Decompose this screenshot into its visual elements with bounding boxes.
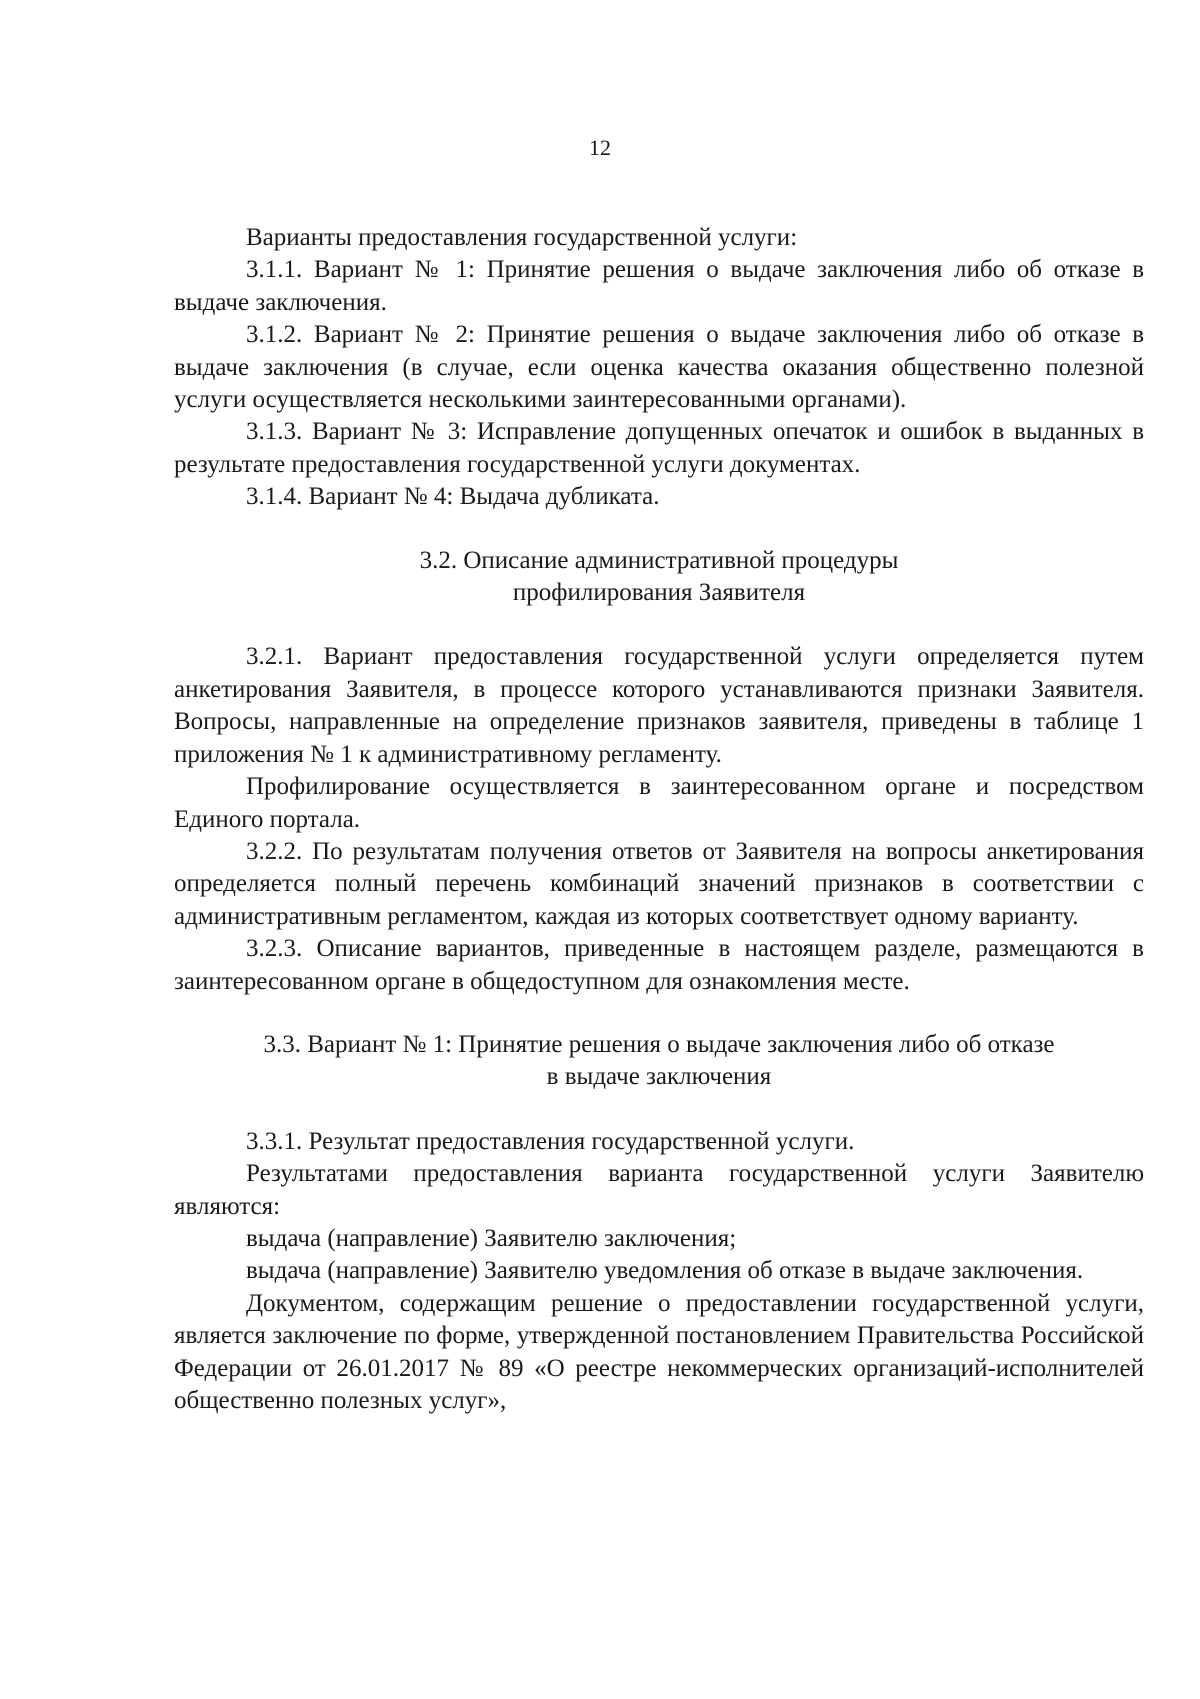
paragraph-3-1-3: 3.1.3. Вариант № 3: Исправление допущенных опечаток и ошибок в выданных в результате предоставления государственной услуги документах. <box>174 418 1144 478</box>
section-heading-line: в выдаче заключения <box>546 1063 772 1091</box>
section-heading-line: профилирования Заявителя <box>512 579 806 607</box>
paragraph-3-2-3: 3.2.3. Описание вариантов, приведенные в настоящем разделе, размещаются в заинтересованном органе в общедоступном для ознакомления месте. <box>174 935 1144 995</box>
paragraph-profiling: Профилирование осуществляется в заинтересованном органе и посредством Единого портала. <box>174 773 1144 833</box>
section-heading-line: 3.2. Описание административной процедуры <box>419 546 899 574</box>
document-body <box>174 222 1144 1417</box>
paragraph-3-1-4: 3.1.4. Вариант № 4: Выдача дубликата. <box>246 483 660 511</box>
section-heading-3-3 <box>174 1029 1144 1094</box>
paragraph-3-2-1: 3.2.1. Вариант предоставления государственной услуги определяется путем анкетирования Заявителя, в процессе которого устанавливаются признаки Заявителя. Вопросы, направленные на определение признаков заявителя, приведены в таблице 1 приложения № 1 к административному регламенту. <box>174 643 1144 768</box>
paragraph-3-3-1: 3.3.1. Результат предоставления государственной услуги. <box>246 1127 855 1155</box>
section-heading-line: 3.3. Вариант № 1: Принятие решения о выдаче заключения либо об отказе <box>263 1030 1055 1058</box>
paragraph-variants-intro: Варианты предоставления государственной услуги: <box>246 224 798 251</box>
paragraph-result-item-conclusion: выдача (направление) Заявителю заключения; <box>246 1224 737 1252</box>
paragraph-3-1-2: 3.1.2. Вариант № 2: Принятие решения о выдаче заключения либо об отказе в выдаче заключения (в случае, если оценка качества оказания общественно полезной услуги осуществляется несколькими заинтересованными органами). <box>174 321 1144 414</box>
paragraph-3-1-1: 3.1.1. Вариант № 1: Принятие решения о выдаче заключения либо об отказе в выдаче заключения. <box>174 256 1144 316</box>
paragraph-result-item-refusal: выдача (направление) Заявителю уведомления об отказе в выдаче заключения. <box>246 1257 1084 1285</box>
paragraph-3-2-2: 3.2.2. По результатам получения ответов от Заявителя на вопросы анкетирования определяется полный перечень комбинаций значений признаков в соответствии с административным регламентом, каждая из которых соответствует одному варианту. <box>174 837 1144 930</box>
page-number: 12 <box>589 135 611 160</box>
section-heading-3-2 <box>174 545 1144 610</box>
paragraph-results: Результатами предоставления варианта государственной услуги Заявителю являются: <box>174 1160 1144 1220</box>
paragraph-decision-document: Документом, содержащим решение о предоставлении государственной услуги, является заключение по форме, утвержденной постановлением Правительства Российской Федерации от 26.01.2017 № 89 «О реестре некоммерческих организаций-исполнителей общественно полезных услуг», <box>174 1289 1144 1414</box>
